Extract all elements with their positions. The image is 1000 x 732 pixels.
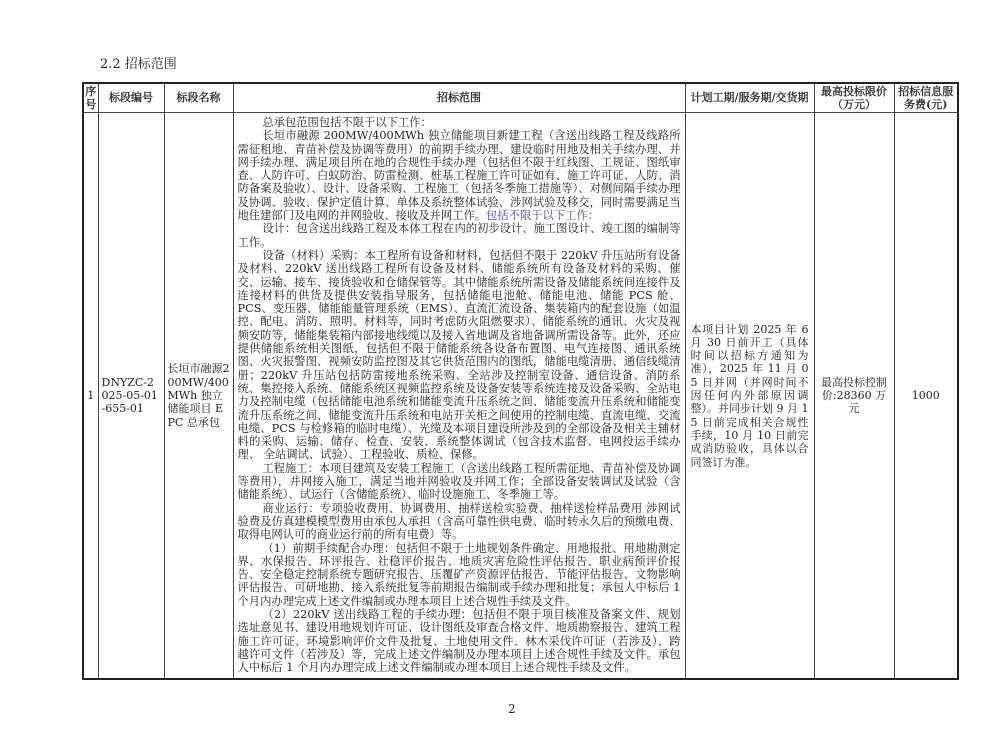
scope-overall-text: 长垣市融源 200MW/400MWh 独立储能项目新建工程（含送出线路工程及线路所需征租地、青苗补偿及协调等费用）的前期手续办理、建设临时用地及相关手续办理、并网手续办理、满足项目所在地的合规性手续办理（包括但不限于红线图、工规证、图纸审查、人防许可、白蚁防治、防雷检测、桩基工程施工许可证如有、施工许可证、人防、消防备案及验收）、设计、设备采购、工程施工（包括冬季施工措施等）、对侧间隔手续办理及协调、验收、保护定值计算、单体及系统整体试验、涉网试验及移交，同时需要满足当地住建部门及电网的并网验收、接收及并网工作。	[237, 129, 681, 223]
header-name: 标段名称	[164, 83, 233, 113]
header-scope: 招标范围	[233, 83, 685, 113]
cell-period: 本项目计划 2025 年 6 月 30 日前开工（具体时间以招标方通知为准），2025 年 11 月 05 日并网（并网时间不因任何内外部原因调整）。并同步计划 9 月 15 日前完成相关合规性手续，10 月 10 日前完成消防验收，具体以合同签订为准。	[685, 113, 814, 680]
table-row	[83, 113, 958, 680]
header-max-price: 最高投标限价（万元）	[814, 83, 894, 113]
header-period: 计划工期/服务期/交货期	[685, 83, 814, 113]
scope-procurement: 设备（材料）采购：本工程所有设备和材料，包括但不限于 220kV 升压站所有设备及材料、220kV 送出线路工程所有设备及材料、储能系统所有设备及材料的采购、催交、运输、接车、接货验收和仓储保管等。其中储能系统所需设备及储能系统间连接件及连接材料的供货及提供安装指导服务，包括储能电池舱、储能电池、储能 PCS 舱、PCS、变压器、储能能量管理系统（EMS）、直流汇流设备、集装箱内的配套设施（如温控、配电、消防、照明、材料等，同时考虑防火阻燃要求）、储能系统的通讯、火灾及视频安防等，储能集装箱内部接地线缆以及接入省地调及省地备调所需设备等。此外，还应提供储能系统相关图纸，包括但不限于储能系统各设备布置图、电气连接图、通讯系统图、火灾报警图、视频安防监控图及其它供货范围内的图纸，储能电缆清册、通信线缆清册；220kV 升压站包括防雷接地系统采购、全站涉及控制室设备、通信设备、消防系统、集控接入系统、储能系统区视频监控系统及设备安装等系统连接及设备采购、全站电力及控制电缆（包括储能电池系统和储能变流升压系统之间、储能变流升压系统和储能变流升压系统之间、储能变流升压系统和电站开关柜之间使用的控制电缆、直流电缆、交流电缆、PCS 与检修箱的临时电缆）、光缆及本项目建设所涉及到的全部设备及相关主辅材料的采购、运输、储存、检查、安装、系统整体调试（包含技术监督、电网投运手续办理、 全站调试、试验）、工程验收、质检、保修。	[237, 248, 681, 462]
cell-code: DNYZC-2025-05-01-655-01	[98, 113, 164, 680]
scope-intro: 总承包范围包括不限于以下工作：	[262, 116, 432, 129]
cell-service-fee: 1000	[894, 113, 958, 680]
scope-overall-highlight: 包括不限于以下工作：	[486, 209, 600, 223]
cell-scope	[233, 113, 685, 680]
scope-line-procedures: （2）220kV 送出线路工程的手续办理：包括但不限于项目核准及备案文件、规划选址意见书、建设用地规划许可证、设计图纸及审查合格文件、地质勘察报告、建筑工程施工许可证、环境影响评价文件及批复、土地使用文件、林木采伐许可证（若涉及）、跨越许可文件（若涉及）等，完成上述文件编制及办理本项目上述合规性手续及文件。承包人中标后 1 个月内办理完成上述文件编制或办理本项目上述合规性手续及文件。	[237, 607, 681, 675]
section-title: 2.2 招标范围	[100, 57, 177, 72]
header-service-fee: 招标信息服务费(元)	[894, 83, 958, 113]
header-code: 标段编号	[98, 83, 164, 113]
cell-name: 长垣市融源200MW/400MWh 独立储能项目 EPC 总承包	[164, 113, 233, 680]
bid-scope-table	[82, 82, 959, 680]
page-number: 2	[508, 702, 516, 717]
scope-construction: 工程施工：本项目建筑及安装工程施工（含送出线路工程所需征地、青苗补偿及协调等费用），并网接入施工，满足当地并网验收及并网工作；全部设备安装调试及试验（含储能系统）、试运行（含储能系统）、临时设施施工、冬季施工等。	[237, 461, 681, 502]
scope-design: 设计：包含送出线路工程及本体工程在内的初步设计、施工图设计、竣工图的编制等工作。	[237, 222, 681, 249]
scope-preliminary-procedures: （1）前期手续配合办理：包括但不限于土地规划条件确定、用地报批、用地勘测定界、水保报告、环评报告、社稳评价报告、地质灾害危险性评估报告、职业病预评价报告、安全稳定控制系统专题研究报告、压覆矿产资源评估报告、节能评估报告、文物影响评估报告、可研地勘、接入系统批复等前期报告编制或手续办理和批复；承包人中标后 1 个月内办理完成上述文件编制或办理本项目上述合规性手续及文件。	[237, 541, 681, 608]
header-no: 序号	[83, 83, 98, 113]
table-header-row	[83, 83, 958, 113]
scope-commercial-operation: 商业运行：专项验收费用、协调费用、抽样送检实验费、抽样送检样品费用 涉网试验费及仿真建模模型费用由承包人承担（含高可靠性供电费、临时转永久后的预缴电费、取得电网认可的商业运行前的所有电费）等。	[237, 501, 681, 542]
cell-max-price: 最高投标控制价:28360 万元	[814, 113, 894, 680]
scope-overall	[238, 129, 681, 222]
cell-no: 1	[83, 113, 98, 680]
